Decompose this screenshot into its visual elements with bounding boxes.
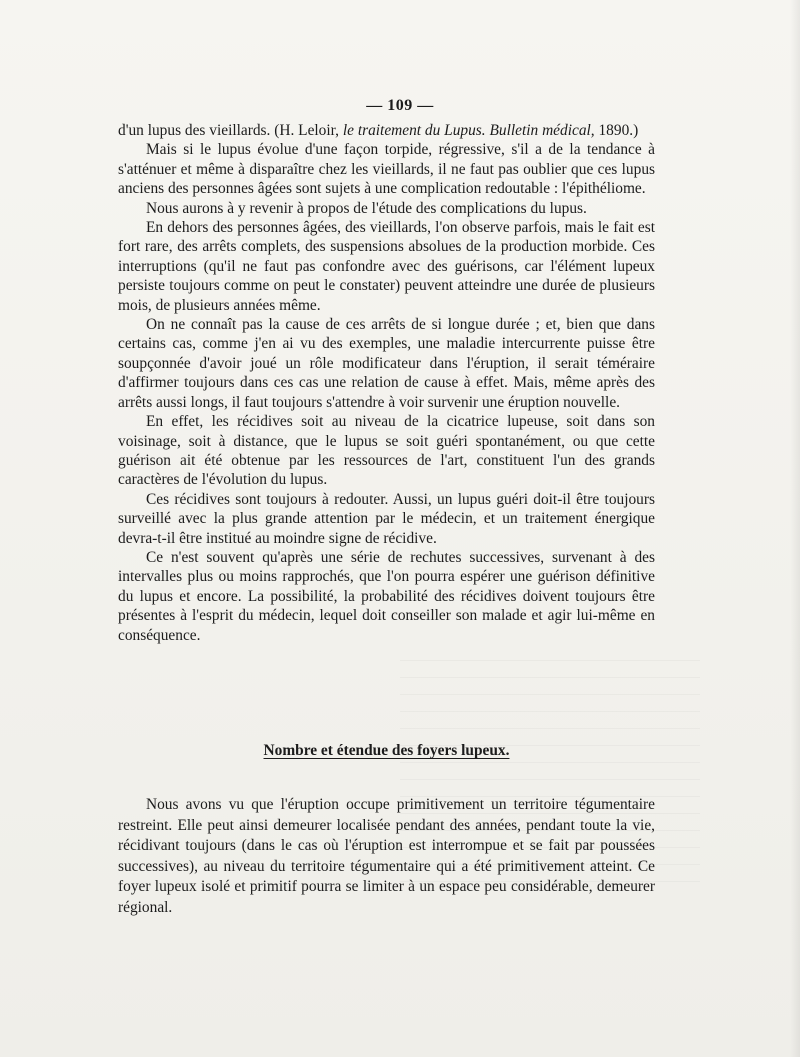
page-number <box>0 97 800 115</box>
paragraph-1-start: d'un lupus des vieillards. (H. Leloir, <box>118 122 343 139</box>
paragraph-4: En dehors des personnes âgées, des vieillards, l'on observe parfois, mais le fait est fort rare, des arrêts complets, des suspensions absolues de la production morbide. Ces interruptions (qu'il ne faut pas confondre avec des guérisons, car l'élément lupeux persiste toujours comme on peut le constater) peuvent atteindre une durée de plusieurs mois, de plusieurs années même. <box>118 219 655 314</box>
paragraph-7: Ces récidives sont toujours à redouter. Aussi, un lupus guéri doit-il être toujours surveillé avec la plus grande attention par le médecin, et un traitement énergique devra-t-il être institué au moindre signe de récidive. <box>118 490 655 547</box>
paragraph-1 <box>118 121 655 140</box>
paragraph-8: Ce n'est souvent qu'après une série de rechutes successives, survenant à des intervalles plus ou moins rapprochés, que l'on pourra espérer une guérison définitive du lupus et encore. La possibilité, la probabilité des récidives doivent toujours être présentes à l'esprit du médecin, lequel doit conseiller son malade et agir lui-même en conséquence. <box>118 548 655 644</box>
paragraph-2: Mais si le lupus évolue d'une façon torpide, régressive, s'il a de la tendance à s'atténuer et même à disparaître chez les vieillards, il ne faut pas oublier que ces lupus anciens des personnes âgées sont sujets à une complication redoutable : l'épithéliome. <box>118 141 655 198</box>
paragraph-5: On ne connaît pas la cause de ces arrêts de si longue durée ; et, bien que dans certains cas, comme j'en ai vu des exemples, une maladie intercurrente puisse être soupçonnée d'avoir joué un rôle modificateur dans l'éruption, il serait téméraire d'affirmer toujours dans ces cas une relation de cause à effet. Mais, même après des arrêts aussi longs, il faut toujours s'attendre à voir survenir une éruption nouvelle. <box>118 316 655 411</box>
paragraph-3: Nous aurons à y revenir à propos de l'étude des complications du lupus. <box>146 199 587 217</box>
section-paragraph-1: Nous avons vu que l'éruption occupe primitivement un territoire tégumentaire restreint. Elle peut ainsi demeurer localisée pendant des années, pendant toute la vie, récidivant toujours (dans le cas où l'éruption est interrompue et se fait par poussées successives), au niveau du territoire tégumentaire qui a été primitivement atteint. Ce foyer lupeux isolé et primitif pourra se limiter à un espace peu considérable, demeurer régional. <box>118 796 655 916</box>
body-text <box>118 121 655 645</box>
section-heading: Nombre et étendue des foyers lupeux. <box>263 742 510 759</box>
paragraph-6: En effet, les récidives soit au niveau de la cicatrice lupeuse, soit dans son voisinage, soit à distance, que le lupus se soit guéri spontanément, ou que cette guérison ait été obtenue par les ressources de l'art, constituent l'un des grands caractères de l'évolution du lupus. <box>118 413 655 489</box>
section-text <box>118 795 655 919</box>
paragraph-1-end: 1890.) <box>594 122 639 139</box>
page-number-text: — 109 — <box>366 97 434 114</box>
page-edge-shadow <box>790 0 800 1057</box>
citation-italic: le traitement du Lupus. Bulletin médical, <box>342 122 595 139</box>
